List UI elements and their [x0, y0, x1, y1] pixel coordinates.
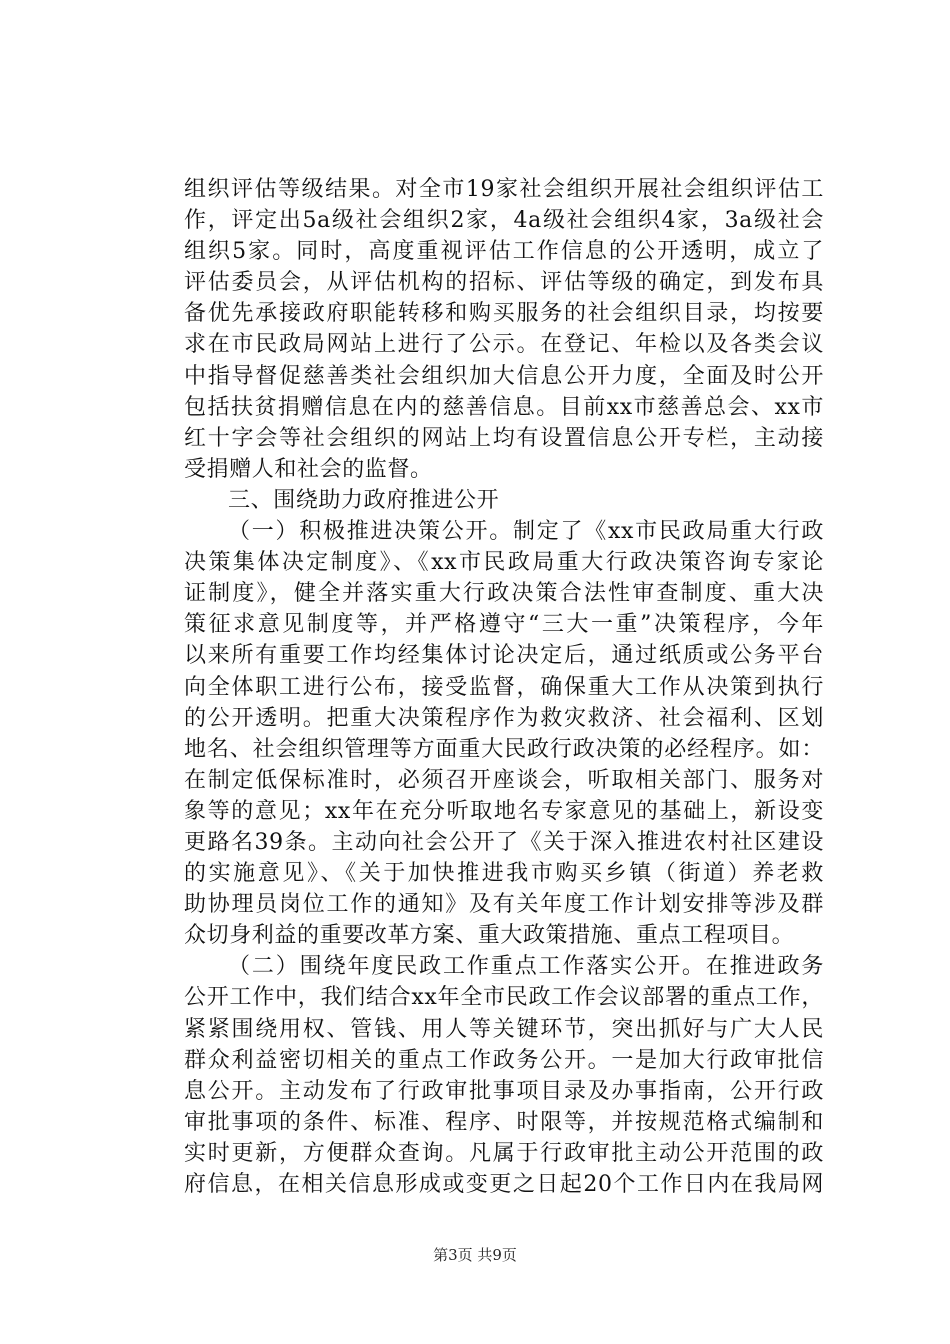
text-line: 受捐赠人和社会的监督。: [184, 456, 433, 482]
text-line: 的公开透明。把重大决策程序作为救灾救济、社会福利、区划: [184, 705, 824, 731]
text-line: 作，评定出5a级社会组织2家，4a级社会组织4家，3a级社会: [184, 208, 824, 234]
text-line: （一）积极推进决策公开。制定了《xx市民政局重大行政: [228, 519, 824, 545]
text-line: 众切身利益的重要改革方案、重大政策措施、重点工程项目。: [184, 923, 795, 949]
text-line: 以来所有重要工作均经集体讨论决定后，通过纸质或公务平台: [184, 643, 824, 669]
body-text: [184, 174, 824, 1200]
text-line: 实时更新，方便群众查询。凡属于行政审批主动公开范围的政: [184, 1140, 824, 1166]
text-line: 评估委员会，从评估机构的招标、评估等级的确定，到发布具: [184, 270, 824, 296]
text-line: 证制度》，健全并落实重大行政决策合法性审查制度、重大决: [184, 581, 824, 607]
text-line: 组织5家。同时，高度重视评估工作信息的公开透明，成立了: [184, 239, 824, 265]
text-line: 向全体职工进行公布，接受监督，确保重大工作从决策到执行: [184, 674, 824, 700]
text-line: 决策集体决定制度》、《xx市民政局重大行政决策咨询专家论: [184, 550, 824, 576]
section-heading: 三、围绕助力政府推进公开: [228, 487, 500, 513]
text-line: 象等的意见；xx年在充分听取地名专家意见的基础上，新设变: [184, 798, 824, 824]
text-line: 府信息，在相关信息形成或变更之日起20个工作日内在我局网: [184, 1172, 824, 1197]
text-line: 息公开。主动发布了行政审批事项目录及办事指南，公开行政: [184, 1078, 824, 1104]
text-line: 地名、社会组织管理等方面重大民政行政决策的必经程序。如：: [184, 736, 824, 762]
page-footer: 第3页 共9页: [433, 1246, 517, 1264]
text-line: 包括扶贫捐赠信息在内的慈善信息。目前xx市慈善总会、xx市: [184, 394, 824, 420]
text-line: 的实施意见》、《关于加快推进我市购买乡镇（街道）养老救: [184, 861, 824, 887]
text-line: 公开工作中，我们结合xx年全市民政工作会议部署的重点工作，: [184, 985, 824, 1011]
text-line: 组织评估等级结果。对全市19家社会组织开展社会组织评估工: [184, 177, 824, 202]
text-line: 更路名39条。主动向社会公开了《关于深入推进农村社区建设: [184, 829, 824, 855]
text-line: 审批事项的条件、标准、程序、时限等，并按规范格式编制和: [184, 1109, 824, 1135]
text-line: 求在市民政局网站上进行了公示。在登记、年检以及各类会议: [184, 332, 824, 358]
text-line: （二）围绕年度民政工作重点工作落实公开。在推进政务: [228, 954, 824, 980]
text-line: 中指导督促慈善类社会组织加大信息公开力度，全面及时公开: [184, 363, 824, 389]
text-line: 紧紧围绕用权、管钱、用人等关键环节，突出抓好与广大人民: [184, 1016, 824, 1042]
text-line: 策征求意见制度等，并严格遵守“三大一重”决策程序，今年: [184, 612, 824, 638]
text-line: 在制定低保标准时，必须召开座谈会，听取相关部门、服务对: [184, 767, 824, 793]
text-line: 群众利益密切相关的重点工作政务公开。一是加大行政审批信: [184, 1047, 824, 1073]
text-line: 备优先承接政府职能转移和购买服务的社会组织目录，均按要: [184, 301, 824, 327]
text-line: 红十字会等社会组织的网站上均有设置信息公开专栏，主动接: [184, 425, 824, 451]
text-line: 助协理员岗位工作的通知》及有关年度工作计划安排等涉及群: [184, 892, 824, 918]
